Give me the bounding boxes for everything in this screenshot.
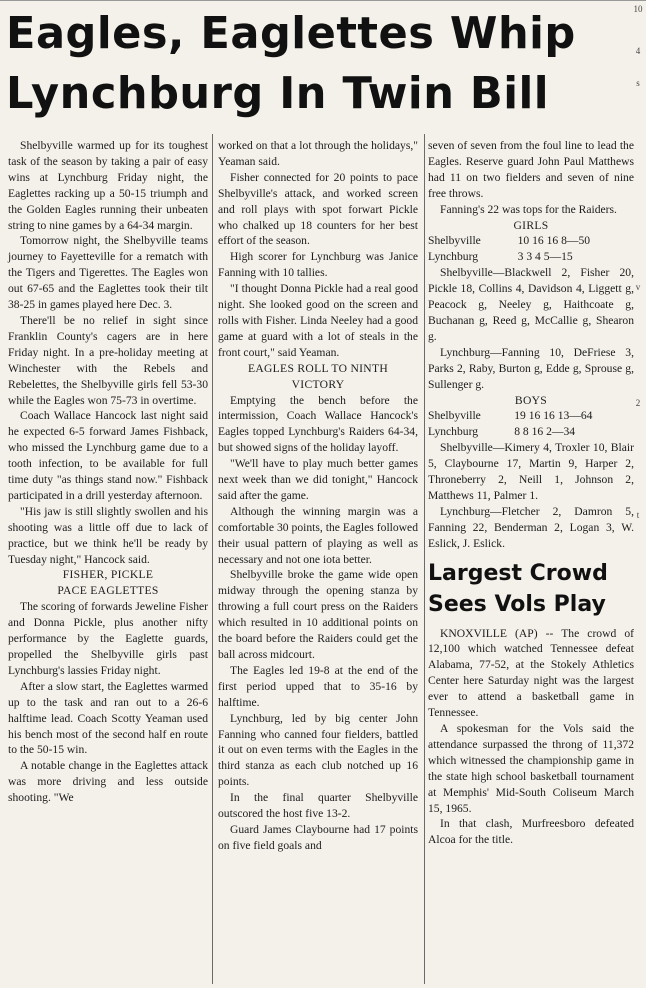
paragraph: "We'll have to play much better games next week than we did tonight," Hancock said after the game. xyxy=(218,457,418,502)
paragraph: The scoring of forwards Jeweline Fisher and Donna Pickle, plus another nifty performance by the Eaglette guards, propelled the Shelbyville girls past Lynchburg's lassies Friday night. xyxy=(8,600,208,677)
box-score-entry: Lynchburg—Fletcher 2, Damron 5, Fanning 22, Benderman 2, Logan 3, W. Eslick, J. Eslick. xyxy=(428,504,634,550)
headline-line-2: Lynchburg In Twin Bill xyxy=(6,68,550,119)
paragraph: Shelbyville warmed up for its toughest task of the season by taking a pair of easy wins at Lynchburg Friday night, the Eaglettes racking up a 50-15 triumph and the Golden Eagles running their unbeaten string to nine games by a 64-34 margin. xyxy=(8,139,208,232)
paragraph: High scorer for Lynchburg was Janice Fanning with 10 tallies. xyxy=(218,250,418,280)
subhead: EAGLES ROLL TO NINTH xyxy=(247,361,389,375)
paragraph: seven of seven from the foul line to lead the Eagles. Reserve guard John Paul Matthews had 11 on two fielders and seven of nine free throws. xyxy=(428,139,634,200)
secondary-headline xyxy=(428,558,634,620)
paragraph: After a slow start, the Eaglettes warmed up to the task and ran out to a 26-6 halftime lead. Coach Scotty Yeaman used his bench most of the second half en route to the 50-15 win. xyxy=(8,679,208,757)
box-score-entry: Shelbyville—Blackwell 2, Fisher 20, Pickle 18, Collins 4, Davidson 4, Liggett g, Peacock g, Neeley g, Haithcoate g, Buchanan g, Reed g, McCallie g, Shearon g. xyxy=(428,266,634,343)
paragraph: "I thought Donna Pickle had a real good night. She looked good on the screen and rolls with Fisher. Linda Neeley had a good game at guard with a lot of steals in the front court," said Yeaman. xyxy=(218,282,418,359)
paragraph: Coach Wallace Hancock last night said he expected 6-5 forward James Fishback, who missed the Lynchburg game due to a tooth infection, to be available for full time duty "as things stand now." Fishback participated in a drill yesterday afternoon. xyxy=(8,409,208,502)
table-row xyxy=(428,424,634,440)
quarter-scores: 8 8 16 2—34 xyxy=(514,425,576,439)
table-row xyxy=(428,233,634,249)
subhead: VICTORY xyxy=(291,377,345,391)
box-score-girls-heading: GIRLS xyxy=(513,218,549,232)
paragraph: Lynchburg, led by big center John Fanning who canned four fielders, battled it out on even terms with the Eagles in the third stanza as each club notched up 16 points. xyxy=(218,711,418,789)
secondary-headline-line-2: Sees Vols Play xyxy=(428,591,606,617)
boys-line-score xyxy=(428,408,634,440)
top-edge-rule xyxy=(0,0,646,1)
box-score-entry: Lynchburg—Fanning 10, DeFriese 3, Parks 2, Raby, Burton g, Edde g, Sprouse g, Sullenger g. xyxy=(428,345,634,391)
team-name: Lynchburg xyxy=(428,250,479,264)
paragraph: "His jaw is still slightly swollen and his shooting was a little off due to lack of practice, but we think he'll be ready by Tuesday night," Hancock said. xyxy=(8,504,208,566)
paragraph: A spokesman for the Vols said the attendance surpassed the throng of 11,372 which witnessed the championship game in the state high school basketball tournament at Memphis' Mid-South Coliseum March 15, 1965. xyxy=(428,722,634,815)
paragraph: The Eagles led 19-8 at the end of the first period upped that to 35-16 by halftime. xyxy=(218,663,418,709)
article-column-2 xyxy=(218,138,418,854)
headline-line-1: Eagles, Eaglettes Whip xyxy=(6,8,576,59)
paragraph: Emptying the bench before the intermission, Coach Wallace Hancock's Eagles topped Lynchburg's Raiders 64-34, but showed signs of the holiday layoff. xyxy=(218,393,418,455)
gutter-mark: v xyxy=(635,282,641,292)
paragraph: A notable change in the Eaglettes attack was more driving and less outside shooting. "We xyxy=(8,759,208,805)
paragraph: Guard James Claybourne had 17 points on five field goals and xyxy=(218,822,418,852)
article-column-3 xyxy=(428,138,634,848)
paragraph: worked on that a lot through the holidays," Yeaman said. xyxy=(218,139,418,168)
paragraph: KNOXVILLE (AP) -- The crowd of 12,100 which watched Tennessee defeat Alabama, 77-52, at the Stokely Athletics Center here Saturday night was the largest ever to attend a basketball game in Tennessee. xyxy=(428,626,634,720)
gutter-mark: 4 xyxy=(635,46,641,56)
paragraph: In the final quarter Shelbyville outscored the host five 13-2. xyxy=(218,791,418,821)
gutter-mark: 2 xyxy=(635,398,641,408)
table-row xyxy=(428,249,634,265)
quarter-scores: 19 16 16 13—64 xyxy=(514,409,593,423)
column-divider-1 xyxy=(212,134,213,984)
box-score-boys-heading: BOYS xyxy=(514,393,548,407)
team-name: Lynchburg xyxy=(428,425,479,439)
secondary-headline-line-1: Largest Crowd xyxy=(428,560,608,586)
gutter-mark: 10 xyxy=(633,4,643,14)
gutter-mark: t xyxy=(636,510,640,520)
box-score-entry: Shelbyville—Kimery 4, Troxler 10, Blair 5, Claybourne 17, Martin 9, Harper 2, Throneberry 2, Neill 1, Johnson 2, Matthews 11, Palmer 1. xyxy=(428,441,634,502)
subhead: PACE EAGLETTES xyxy=(57,584,159,598)
paragraph: Tomorrow night, the Shelbyville teams journey to Fayetteville for a rematch with the Tigers and Tigerettes. The Eagles won out 67-65 and the Eaglettes took their tilt 38-25 in games played here Dec. 3. xyxy=(8,234,208,312)
article-column-1 xyxy=(8,138,208,806)
paragraph: Shelbyville broke the game wide open midway through the opening stanza by throwing a full court press on the Raiders which resulted in 10 additional points on the board before the Raiders could get the ball across midcourt. xyxy=(218,568,418,661)
quarter-scores: 3 3 4 5—15 xyxy=(517,250,573,264)
paragraph: Although the winning margin was a comfortable 30 points, the Eagles followed their usual pattern of playing as well as necessary and not one iota better. xyxy=(218,504,418,566)
quarter-scores: 10 16 16 8—50 xyxy=(517,234,591,248)
column-divider-2 xyxy=(424,134,425,984)
team-name: Shelbyville xyxy=(428,234,481,248)
paragraph: In that clash, Murfreesboro defeated Alcoa for the title. xyxy=(428,817,634,847)
paragraph: There'll be no relief in sight since Franklin County's cagers are in here Friday night. In a pre-holiday meeting at Winchester with the Rebels and Rebelettes, the Shelbyville girls fell 53-30 while the Eagles won 75-73 in overtime. xyxy=(8,313,208,407)
paragraph: Fisher connected for 20 points to pace Shelbyville's attack, and worked screen and roll plays with spot forwart Pickle who chalked up 18 counters for her best effort of the season. xyxy=(218,170,418,248)
team-name: Shelbyville xyxy=(428,409,481,423)
gutter-mark: s xyxy=(636,78,640,88)
paragraph: Fanning's 22 was tops for the Raiders. xyxy=(440,202,617,216)
main-headline xyxy=(6,4,600,124)
table-row xyxy=(428,408,634,424)
subhead: FISHER, PICKLE xyxy=(62,568,154,582)
girls-line-score xyxy=(428,233,634,265)
